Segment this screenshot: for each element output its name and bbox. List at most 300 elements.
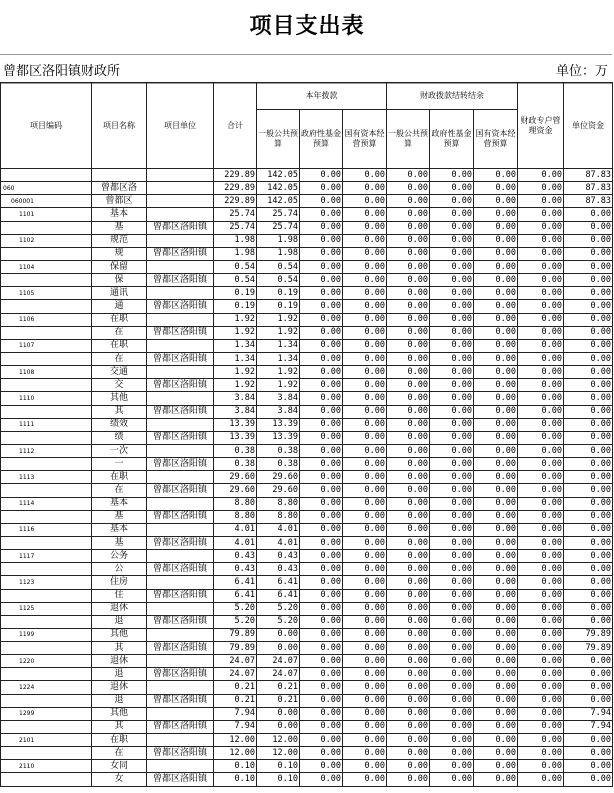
cell-amount: 0.00 [564,602,613,615]
cell-amount: 0.00 [387,760,430,773]
cell-unit: 曾都区洛阳镇 [147,510,214,523]
cell-unit [147,550,214,563]
table-row [1,484,613,497]
cell-amount: 0.00 [343,773,387,786]
cell-amount: 0.00 [518,734,564,747]
cell-amount: 0.00 [387,300,430,313]
cell-amount: 0.00 [518,339,564,352]
cell-amount: 13.39 [214,418,257,431]
cell-name: 基本 [92,208,147,221]
cell-amount: 0.00 [564,523,613,536]
cell-amount: 0.00 [474,169,518,182]
cell-amount: 3.84 [214,392,257,405]
cell-amount: 25.74 [257,208,300,221]
cell-amount: 1.34 [214,352,257,365]
cell-amount: 0.00 [300,550,343,563]
cell-amount: 0.00 [387,392,430,405]
cell-amount: 0.00 [387,418,430,431]
cell-code: 1112 [1,444,92,457]
cell-amount: 0.00 [343,471,387,484]
cell-amount: 0.00 [387,169,430,182]
cell-amount: 0.00 [564,260,613,273]
cell-amount: 7.94 [564,720,613,733]
cell-amount: 0.00 [300,523,343,536]
cell-amount: 0.00 [300,418,343,431]
cell-amount: 0.00 [430,760,474,773]
cell-amount: 1.34 [214,339,257,352]
cell-amount: 0.00 [564,510,613,523]
header-state-capital-budget: 国有资本经营预算 [343,110,387,169]
table-body [1,169,613,787]
cell-name: 退休 [92,681,147,694]
cell-amount: 0.00 [430,444,474,457]
cell-amount: 0.00 [300,628,343,641]
cell-amount: 0.00 [387,536,430,549]
cell-unit [147,471,214,484]
cell-amount: 0.00 [474,182,518,195]
cell-amount: 0.54 [257,260,300,273]
cell-amount: 0.54 [214,274,257,287]
table-row [1,510,613,523]
cell-amount: 0.00 [387,615,430,628]
cell-code: 1101 [1,208,92,221]
table-row [1,195,613,208]
cell-amount: 0.00 [430,707,474,720]
cell-amount: 8.80 [214,510,257,523]
cell-amount: 0.00 [474,694,518,707]
cell-amount: 0.00 [343,550,387,563]
table-row [1,694,613,707]
table-row [1,523,613,536]
cell-amount: 0.00 [343,589,387,602]
cell-amount: 0.00 [430,589,474,602]
table-row [1,366,613,379]
header-total: 合计 [214,83,257,169]
cell-amount: 0.00 [300,642,343,655]
cell-amount: 0.00 [518,628,564,641]
cell-amount: 0.00 [430,563,474,576]
cell-amount: 0.00 [518,221,564,234]
page-title: 项目支出表 [249,13,365,39]
cell-amount: 5.20 [257,615,300,628]
cell-amount: 0.00 [387,458,430,471]
cell-unit [147,602,214,615]
cell-amount: 0.00 [387,195,430,208]
cell-amount: 0.10 [257,773,300,786]
cell-amount: 0.00 [343,274,387,287]
cell-amount: 0.00 [518,274,564,287]
cell-amount: 3.84 [257,405,300,418]
cell-amount: 0.00 [474,484,518,497]
cell-code: 2101 [1,734,92,747]
cell-amount: 1.92 [214,326,257,339]
cell-amount: 0.43 [257,550,300,563]
cell-amount: 0.00 [564,274,613,287]
cell-amount: 5.20 [214,615,257,628]
cell-amount: 0.00 [300,287,343,300]
cell-amount: 0.00 [518,300,564,313]
cell-amount: 4.01 [214,536,257,549]
cell-amount: 0.00 [343,694,387,707]
cell-amount: 0.00 [430,668,474,681]
cell-amount: 0.00 [300,734,343,747]
cell-name: 其他 [92,628,147,641]
cell-amount: 0.00 [300,339,343,352]
cell-unit: 曾都区洛阳镇 [147,694,214,707]
table-row [1,182,613,195]
cell-unit: 曾都区洛阳镇 [147,458,214,471]
cell-amount: 1.34 [257,339,300,352]
cell-amount: 0.00 [300,589,343,602]
cell-amount: 29.60 [214,471,257,484]
cell-code [1,510,92,523]
cell-amount: 0.19 [214,300,257,313]
cell-amount: 0.00 [430,418,474,431]
cell-code [1,274,92,287]
cell-amount: 0.00 [387,405,430,418]
cell-unit: 曾都区洛阳镇 [147,221,214,234]
cell-name: 其他 [92,392,147,405]
header-special-account: 财政专户管理资金 [518,83,564,169]
cell-amount: 0.00 [300,694,343,707]
cell-amount: 0.00 [564,589,613,602]
table-row [1,497,613,510]
cell-amount: 12.00 [214,734,257,747]
cell-unit [147,313,214,326]
cell-code: 1224 [1,681,92,694]
cell-amount: 0.00 [474,550,518,563]
cell-amount: 0.00 [518,589,564,602]
cell-amount: 5.20 [257,602,300,615]
cell-amount: 0.00 [343,615,387,628]
cell-amount: 0.00 [343,760,387,773]
report-meta-bar [0,54,612,84]
cell-amount: 0.00 [518,392,564,405]
cell-amount: 0.00 [343,405,387,418]
cell-unit [147,366,214,379]
cell-amount: 0.00 [474,274,518,287]
cell-amount: 0.00 [430,694,474,707]
cell-amount: 0.00 [430,642,474,655]
cell-code [1,379,92,392]
cell-amount: 0.00 [387,497,430,510]
cell-amount: 1.98 [257,234,300,247]
cell-amount: 0.19 [214,287,257,300]
cell-code [1,536,92,549]
cell-amount: 0.00 [387,523,430,536]
cell-amount: 0.38 [214,444,257,457]
cell-amount: 0.00 [430,747,474,760]
cell-code [1,563,92,576]
cell-amount: 0.00 [343,734,387,747]
cell-name: 在 [92,352,147,365]
cell-name: 一 [92,458,147,471]
cell-amount: 7.94 [214,707,257,720]
cell-amount: 0.54 [257,274,300,287]
cell-amount: 0.00 [430,484,474,497]
header-carry-general-budget: 一般公共预算 [387,110,430,169]
cell-amount: 0.00 [564,497,613,510]
cell-amount: 0.00 [430,221,474,234]
cell-amount: 1.98 [214,234,257,247]
cell-code: 1123 [1,576,92,589]
cell-name: 曾都区洛 [92,182,147,195]
cell-amount: 0.00 [518,655,564,668]
cell-amount: 0.00 [300,510,343,523]
table-row [1,392,613,405]
cell-amount: 0.00 [343,300,387,313]
cell-amount: 0.00 [474,615,518,628]
cell-amount: 0.00 [564,655,613,668]
table-row [1,221,613,234]
cell-amount: 0.00 [387,287,430,300]
cell-amount: 0.00 [343,747,387,760]
cell-unit [147,287,214,300]
table-row [1,707,613,720]
cell-code: 1199 [1,628,92,641]
cell-amount: 0.00 [474,720,518,733]
cell-unit [147,760,214,773]
cell-name [92,169,147,182]
header-current-year-appropriation: 本年拨款 [257,83,387,110]
cell-amount: 0.00 [300,379,343,392]
cell-amount: 0.00 [474,405,518,418]
cell-amount: 25.74 [214,208,257,221]
cell-amount: 0.00 [343,497,387,510]
cell-amount: 0.00 [300,747,343,760]
cell-amount: 0.00 [387,234,430,247]
cell-amount: 0.00 [518,615,564,628]
cell-amount: 79.89 [214,642,257,655]
cell-amount: 0.00 [430,773,474,786]
table-row [1,326,613,339]
cell-amount: 0.00 [518,234,564,247]
cell-amount: 0.00 [474,431,518,444]
cell-amount: 0.21 [257,694,300,707]
table-row [1,471,613,484]
cell-amount: 79.89 [214,628,257,641]
cell-amount: 0.00 [474,523,518,536]
cell-amount: 24.07 [214,668,257,681]
cell-amount: 0.00 [430,195,474,208]
cell-amount: 0.00 [564,668,613,681]
cell-amount: 0.00 [343,563,387,576]
cell-amount: 0.00 [387,694,430,707]
cell-amount: 0.00 [474,707,518,720]
table-row [1,589,613,602]
cell-amount: 0.00 [387,589,430,602]
cell-amount: 0.00 [430,313,474,326]
cell-amount: 1.92 [214,313,257,326]
cell-code: 1125 [1,602,92,615]
cell-amount: 0.00 [387,747,430,760]
cell-amount: 0.00 [518,523,564,536]
cell-amount: 0.00 [518,260,564,273]
cell-amount: 0.00 [430,287,474,300]
cell-unit [147,195,214,208]
cell-unit: 曾都区洛阳镇 [147,536,214,549]
cell-amount: 0.00 [474,392,518,405]
cell-amount: 0.00 [518,720,564,733]
cell-amount: 0.00 [474,195,518,208]
cell-code [1,668,92,681]
cell-amount: 0.00 [387,471,430,484]
cell-amount: 0.00 [300,760,343,773]
cell-amount: 0.00 [474,734,518,747]
table-row [1,734,613,747]
cell-amount: 0.00 [387,444,430,457]
cell-amount: 0.00 [300,274,343,287]
cell-amount: 0.00 [300,300,343,313]
cell-code [1,352,92,365]
cell-amount: 0.00 [474,352,518,365]
cell-amount: 0.00 [564,313,613,326]
cell-amount: 0.00 [343,287,387,300]
cell-amount: 0.00 [474,339,518,352]
cell-amount: 0.00 [564,247,613,260]
cell-amount: 0.00 [343,418,387,431]
cell-amount: 0.00 [300,444,343,457]
cell-unit: 曾都区洛阳镇 [147,405,214,418]
cell-unit [147,523,214,536]
cell-amount: 0.00 [430,536,474,549]
cell-amount: 0.00 [518,563,564,576]
cell-code: 060001 [1,195,92,208]
table-row [1,628,613,641]
cell-amount: 229.89 [214,182,257,195]
cell-amount: 0.00 [343,379,387,392]
cell-name: 曾都区 [92,195,147,208]
cell-code: 1107 [1,339,92,352]
table-row [1,642,613,655]
cell-name: 在职 [92,734,147,747]
cell-amount: 4.01 [257,523,300,536]
cell-name: 绩 [92,431,147,444]
cell-amount: 0.00 [564,208,613,221]
cell-amount: 0.00 [300,615,343,628]
cell-amount: 0.00 [300,221,343,234]
cell-amount: 0.00 [387,313,430,326]
cell-amount: 0.00 [387,431,430,444]
cell-amount: 29.60 [257,471,300,484]
cell-amount: 0.00 [518,536,564,549]
cell-amount: 0.00 [518,326,564,339]
cell-code: 1102 [1,234,92,247]
cell-amount: 0.00 [474,418,518,431]
cell-amount: 0.00 [343,326,387,339]
table-row [1,720,613,733]
cell-code [1,484,92,497]
cell-amount: 0.00 [300,326,343,339]
cell-amount: 0.00 [474,536,518,549]
cell-amount: 0.00 [518,694,564,707]
cell-amount: 142.05 [257,195,300,208]
table-row [1,655,613,668]
cell-amount: 0.00 [300,260,343,273]
cell-amount: 0.00 [564,747,613,760]
cell-code [1,589,92,602]
cell-name: 规范 [92,234,147,247]
cell-name: 公 [92,563,147,576]
cell-amount: 0.00 [343,576,387,589]
cell-amount: 0.00 [343,366,387,379]
table-row [1,444,613,457]
cell-amount: 0.00 [474,602,518,615]
cell-amount: 0.00 [300,536,343,549]
cell-code: 2110 [1,760,92,773]
cell-name: 绩效 [92,418,147,431]
cell-amount: 0.00 [300,655,343,668]
cell-amount: 0.00 [564,431,613,444]
cell-amount: 0.00 [430,274,474,287]
cell-amount: 0.00 [474,681,518,694]
cell-amount: 0.00 [387,707,430,720]
cell-unit [147,339,214,352]
cell-name: 在 [92,747,147,760]
cell-amount: 25.74 [257,221,300,234]
unit-name: 曾都区洛阳镇财政所 [3,64,121,79]
cell-amount: 0.00 [387,379,430,392]
cell-amount: 0.19 [257,287,300,300]
cell-amount: 0.00 [387,734,430,747]
cell-name: 其 [92,642,147,655]
cell-amount: 7.94 [564,707,613,720]
cell-amount: 0.21 [214,694,257,707]
cell-amount: 229.89 [214,195,257,208]
header-carryover: 财政拨款结转结余 [387,83,518,110]
cell-name: 退 [92,694,147,707]
cell-amount: 0.00 [300,392,343,405]
table-row [1,602,613,615]
cell-amount: 0.00 [518,182,564,195]
cell-name: 在职 [92,471,147,484]
cell-amount: 0.00 [343,169,387,182]
cell-amount: 0.00 [300,576,343,589]
cell-amount: 0.00 [343,628,387,641]
cell-amount: 0.00 [300,471,343,484]
table-row [1,260,613,273]
cell-amount: 0.00 [300,497,343,510]
cell-code [1,773,92,786]
cell-code [1,431,92,444]
cell-amount: 0.00 [430,655,474,668]
cell-amount: 0.00 [343,668,387,681]
cell-amount: 1.92 [257,313,300,326]
cell-unit: 曾都区洛阳镇 [147,352,214,365]
cell-amount: 24.07 [214,655,257,668]
cell-amount: 0.00 [430,720,474,733]
cell-amount: 0.00 [474,628,518,641]
cell-amount: 0.00 [387,326,430,339]
cell-amount: 0.00 [474,563,518,576]
cell-amount: 0.00 [387,550,430,563]
cell-amount: 7.94 [214,720,257,733]
cell-amount: 0.00 [518,747,564,760]
cell-unit: 曾都区洛阳镇 [147,642,214,655]
table-row [1,760,613,773]
cell-amount: 0.00 [474,234,518,247]
table-row [1,747,613,760]
cell-amount: 0.00 [387,247,430,260]
cell-amount: 0.00 [474,326,518,339]
table-row [1,405,613,418]
cell-amount: 0.00 [474,471,518,484]
cell-unit: 曾都区洛阳镇 [147,247,214,260]
cell-amount: 0.00 [518,458,564,471]
cell-amount: 0.00 [300,707,343,720]
cell-amount: 1.92 [214,379,257,392]
cell-amount: 4.01 [214,523,257,536]
